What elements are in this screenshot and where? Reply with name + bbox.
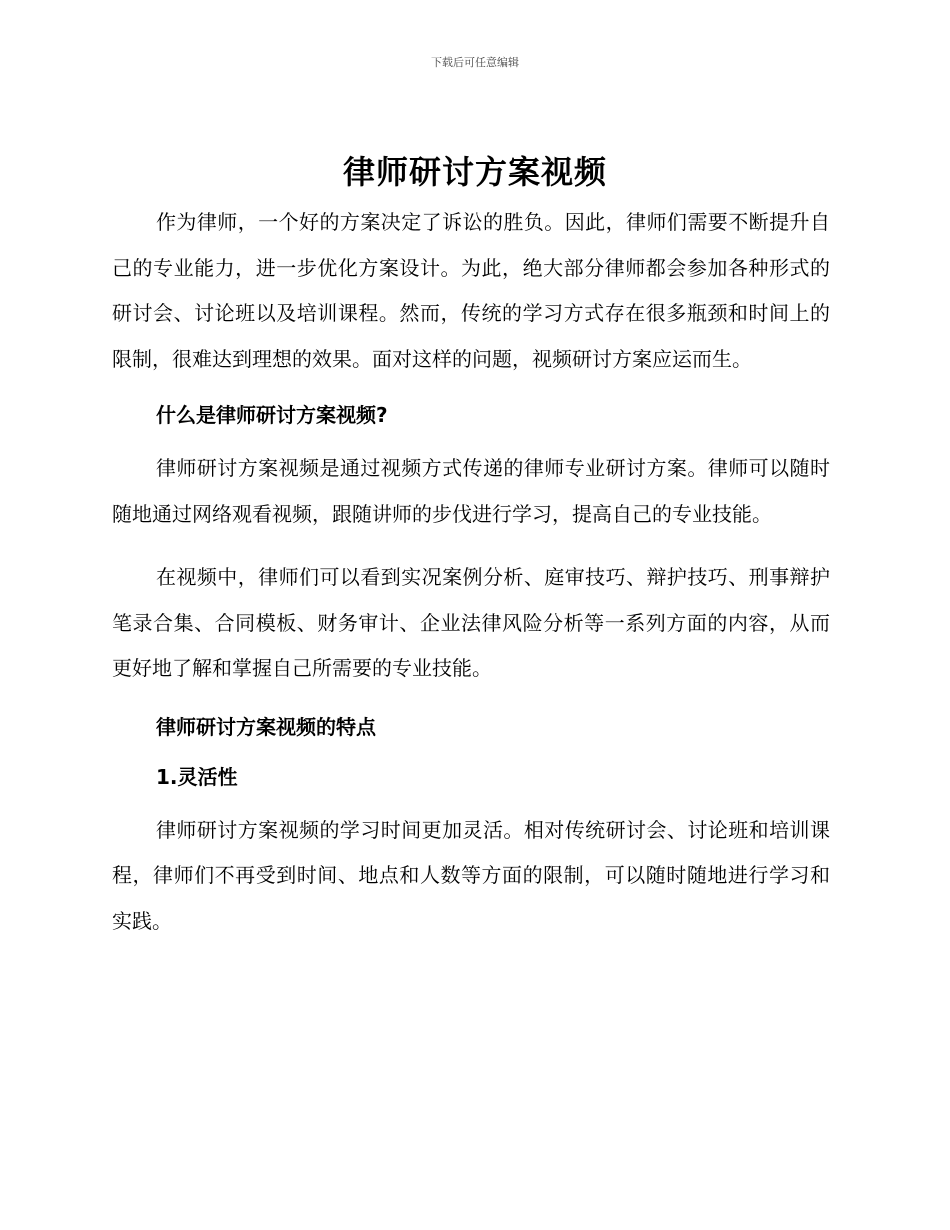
document-title: 律师研讨方案视频 — [342, 153, 607, 191]
definition-paragraph: 律师研讨方案视频是通过视频方式传递的律师专业研讨方案。律师可以随时随地通过网络观看视频，跟随讲师的步伐进行学习，提高自己的专业技能。 — [112, 456, 830, 526]
header-note: 下载后可任意编辑 — [431, 56, 519, 69]
subheading-flexibility: 1.灵活性 — [156, 764, 238, 789]
content-paragraph: 在视频中，律师们可以看到实况案例分析、庭审技巧、辩护技巧、刑事辩护笔录合集、合同模板、财务审计、企业法律风险分析等一系列方面的内容，从而更好地了解和掌握自己所需要的专业技能。 — [112, 565, 830, 680]
intro-paragraph: 作为律师，一个好的方案决定了诉讼的胜负。因此，律师们需要不断提升自己的专业能力，进一步优化方案设计。为此，绝大部分律师都会参加各种形式的研讨会、讨论班以及培训课程。然而，传统的学习方式存在很多瓶颈和时间上的限制，很难达到理想的效果。面对这样的问题，视频研讨方案应运而生。 — [112, 210, 830, 371]
section-heading-what-is: 什么是律师研讨方案视频? — [156, 403, 388, 427]
flexibility-paragraph: 律师研讨方案视频的学习时间更加灵活。相对传统研讨会、讨论班和培训课程，律师们不再受到时间、地点和人数等方面的限制，可以随时随地进行学习和实践。 — [112, 817, 830, 933]
section-heading-features: 律师研讨方案视频的特点 — [156, 714, 376, 739]
document-body — [112, 200, 830, 944]
